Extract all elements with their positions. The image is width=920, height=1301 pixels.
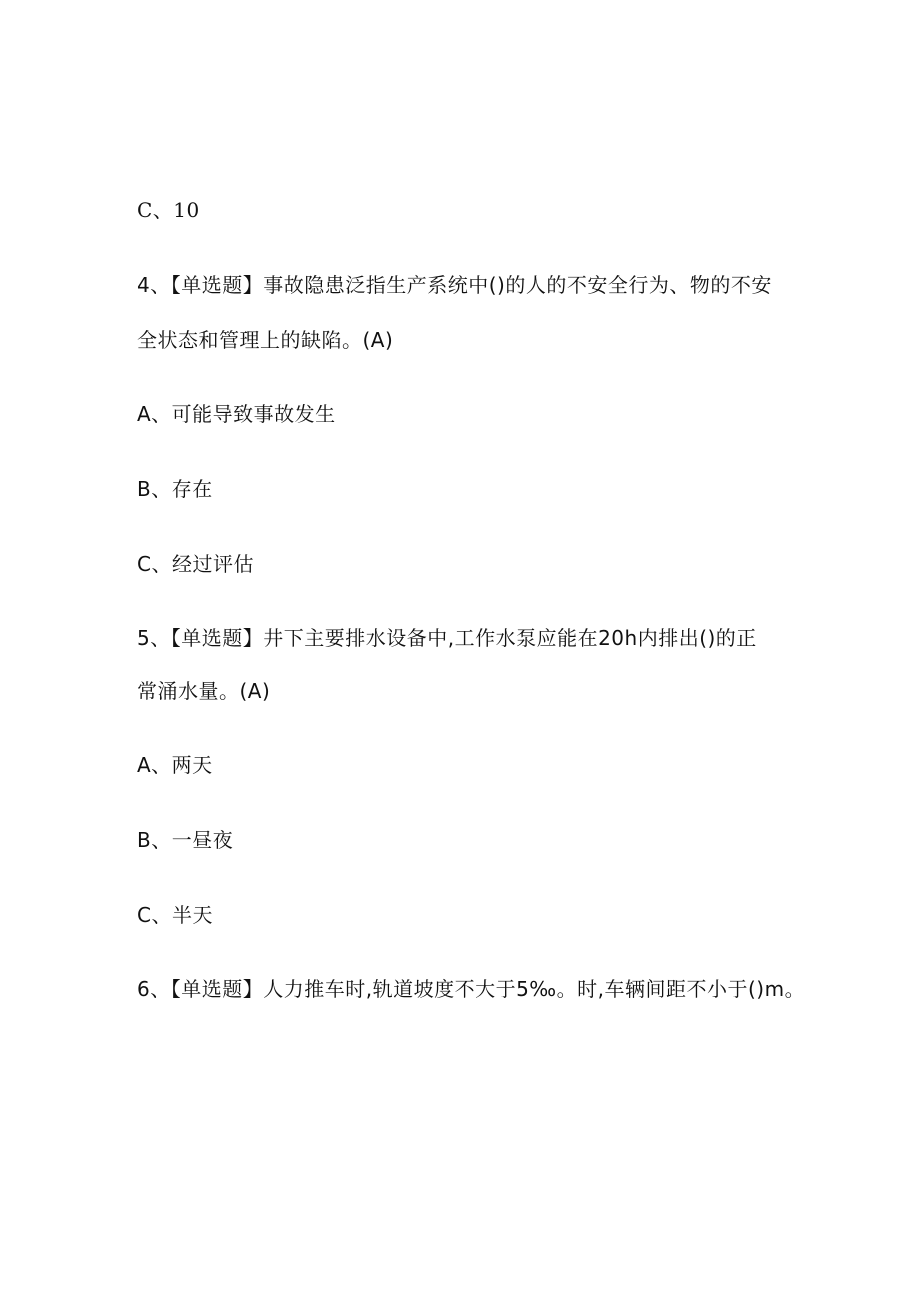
option-a-q4: A、可能导致事故发生	[137, 402, 336, 426]
question-4-line-2: 全状态和管理上的缺陷。(A)	[137, 328, 394, 352]
option-c-q4: C、经过评估	[137, 552, 254, 576]
question-5-line-2: 常涌水量。(A)	[137, 679, 271, 703]
option-b-q5: B、一昼夜	[137, 828, 234, 852]
question-4-line-1: 4、【单选题】事故隐患泛指生产系统中()的人的不安全行为、物的不安	[137, 273, 772, 297]
question-5-line-1: 5、【单选题】井下主要排水设备中,工作水泵应能在20h内排出()的正	[137, 626, 757, 650]
option-c-q3: C、10	[137, 198, 200, 222]
question-6-line-1: 6、【单选题】人力推车时,轨道坡度不大于5‰。时,车辆间距不小于()m。	[137, 977, 806, 1001]
option-b-q4: B、存在	[137, 477, 213, 501]
option-a-q5: A、两天	[137, 753, 213, 777]
option-c-q5: C、半天	[137, 903, 213, 927]
